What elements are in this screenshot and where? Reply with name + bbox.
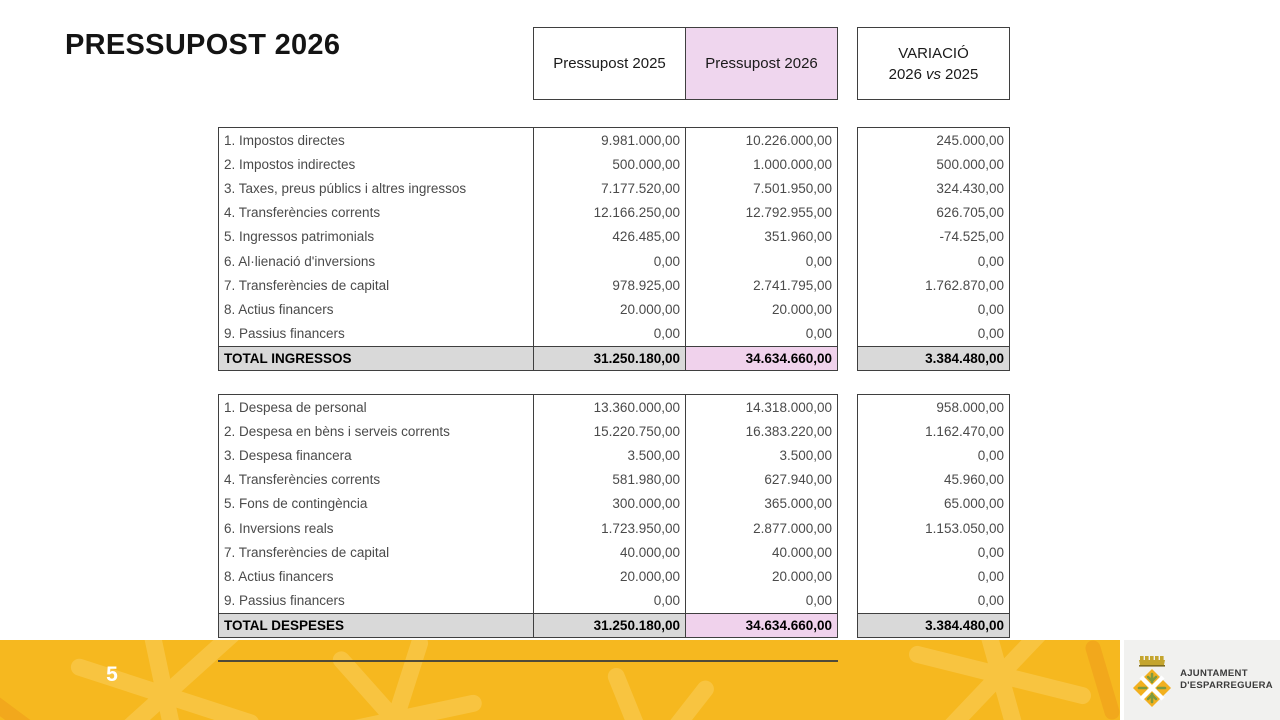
value-2026: 0,00 — [685, 589, 837, 613]
table-row — [219, 443, 837, 467]
variation-value: 65.000,00 — [943, 496, 1004, 512]
value-2026: 2.741.795,00 — [685, 273, 837, 297]
total-value-2025: 31.250.180,00 — [533, 614, 685, 637]
table-row — [219, 176, 837, 200]
table-ingressos — [218, 127, 838, 371]
footer-divider-line — [218, 660, 838, 662]
variation-value: 1.762.870,00 — [925, 277, 1004, 293]
variacio-vs: vs — [926, 65, 941, 83]
value-2025: 13.360.000,00 — [533, 395, 685, 419]
value-2025: 0,00 — [533, 249, 685, 273]
municipality-name-line1: AJUNTAMENT — [1180, 667, 1248, 679]
value-2025: 500.000,00 — [533, 152, 685, 176]
table-row — [219, 225, 837, 249]
value-2025: 581.980,00 — [533, 468, 685, 492]
row-label: 8. Actius financers — [224, 301, 334, 317]
value-2025: 0,00 — [533, 322, 685, 346]
table-row — [219, 540, 837, 564]
value-2025: 7.177.520,00 — [533, 176, 685, 200]
table-row — [219, 249, 837, 273]
row-label: 7. Transferències de capital — [224, 544, 390, 560]
table-row — [219, 564, 837, 588]
variation-value: 0,00 — [977, 301, 1004, 317]
variation-value: 0,00 — [977, 593, 1004, 609]
value-2026: 1.000.000,00 — [685, 152, 837, 176]
table-row — [219, 273, 837, 297]
footer-band — [0, 640, 1120, 720]
value-2026: 7.501.950,00 — [685, 176, 837, 200]
variation-value: 500.000,00 — [936, 156, 1004, 172]
value-2026: 12.792.955,00 — [685, 201, 837, 225]
table-row — [219, 516, 837, 540]
table-row — [219, 201, 837, 225]
variation-value: 0,00 — [977, 544, 1004, 560]
value-2025: 1.723.950,00 — [533, 516, 685, 540]
header-variacio-line1: VARIACIÓ — [898, 44, 969, 62]
row-label: 9. Passius financers — [224, 326, 345, 342]
municipality-name-line2: D'ESPARREGUERA — [1180, 680, 1273, 691]
value-2025: 300.000,00 — [533, 492, 685, 516]
footer-star-decoration — [0, 640, 1120, 720]
header-variacio — [857, 27, 1010, 100]
municipality-logo-panel — [1124, 640, 1280, 720]
row-label: 2. Despesa en bèns i serveis corrents — [224, 423, 450, 439]
municipality-name — [1180, 668, 1273, 693]
page-title: PRESSUPOST 2026 — [65, 29, 341, 61]
variation-value: -74.525,00 — [939, 229, 1004, 245]
value-2026: 20.000,00 — [685, 297, 837, 321]
row-label: 6. Al·lienació d'inversions — [224, 253, 376, 269]
variation-value: 0,00 — [977, 253, 1004, 269]
variation-total-value: 3.384.480,00 — [858, 346, 1009, 370]
value-2025: 15.220.750,00 — [533, 419, 685, 443]
table-row — [219, 297, 837, 321]
table-row — [219, 492, 837, 516]
value-2026: 20.000,00 — [685, 564, 837, 588]
total-value-2025: 31.250.180,00 — [533, 347, 685, 370]
value-2025: 9.981.000,00 — [533, 128, 685, 152]
variation-value: 0,00 — [977, 447, 1004, 463]
variation-value: 958.000,00 — [936, 399, 1004, 415]
value-2026: 14.318.000,00 — [685, 395, 837, 419]
table-row — [219, 419, 837, 443]
row-label: 5. Fons de contingència — [224, 496, 368, 512]
row-label: 3. Despesa financera — [224, 447, 352, 463]
header-pressupost-2025 — [533, 27, 686, 100]
variation-value: 1.162.470,00 — [925, 423, 1004, 439]
value-2025: 20.000,00 — [533, 564, 685, 588]
variation-value: 0,00 — [977, 326, 1004, 342]
value-2026: 3.500,00 — [685, 443, 837, 467]
row-label: 1. Impostos directes — [224, 132, 345, 148]
value-2026: 40.000,00 — [685, 540, 837, 564]
value-2025: 978.925,00 — [533, 273, 685, 297]
table-row — [219, 322, 837, 346]
page-number: 5 — [106, 663, 118, 686]
value-2026: 365.000,00 — [685, 492, 837, 516]
row-label: 3. Taxes, preus públics i altres ingressos — [224, 180, 467, 196]
row-label: 4. Transferències corrents — [224, 472, 381, 488]
variation-value: 45.960,00 — [943, 472, 1004, 488]
value-2026: 16.383.220,00 — [685, 419, 837, 443]
total-value-2026: 34.634.660,00 — [685, 614, 837, 637]
value-2026: 2.877.000,00 — [685, 516, 837, 540]
row-label: 2. Impostos indirectes — [224, 156, 356, 172]
header-variacio-line2 — [889, 64, 979, 85]
variation-value: 0,00 — [977, 568, 1004, 584]
esparreguera-crest-icon — [1131, 652, 1173, 708]
table-row — [219, 395, 837, 419]
value-2026: 0,00 — [685, 322, 837, 346]
value-2025: 3.500,00 — [533, 443, 685, 467]
header-pressupost-2025-label: Pressupost 2025 — [553, 55, 666, 72]
total-label: TOTAL INGRESSOS — [224, 350, 352, 366]
row-label: 5. Ingressos patrimonials — [224, 229, 375, 245]
row-label: 4. Transferències corrents — [224, 205, 381, 221]
header-pressupost-2026 — [685, 27, 838, 100]
table-total-row — [219, 346, 837, 370]
variation-value: 1.153.050,00 — [925, 520, 1004, 536]
table-despeses — [218, 394, 838, 638]
table-row — [219, 589, 837, 613]
value-2026: 0,00 — [685, 249, 837, 273]
value-2025: 20.000,00 — [533, 297, 685, 321]
variation-total-value: 3.384.480,00 — [858, 613, 1009, 637]
variacio-year-a: 2026 — [888, 65, 922, 83]
total-label: TOTAL DESPESES — [224, 617, 345, 633]
value-2026: 10.226.000,00 — [685, 128, 837, 152]
value-2025: 40.000,00 — [533, 540, 685, 564]
table-row — [219, 152, 837, 176]
header-pressupost-2026-label: Pressupost 2026 — [705, 55, 818, 72]
variation-value: 324.430,00 — [936, 180, 1004, 196]
variacio-box-ingressos — [857, 127, 1010, 371]
variacio-box-despeses — [857, 394, 1010, 638]
row-label: 7. Transferències de capital — [224, 277, 390, 293]
row-label: 9. Passius financers — [224, 593, 345, 609]
variacio-year-b: 2025 — [945, 65, 979, 83]
row-label: 6. Inversions reals — [224, 520, 334, 536]
variation-value: 245.000,00 — [936, 132, 1004, 148]
table-row — [219, 468, 837, 492]
table-row — [219, 128, 837, 152]
value-2025: 12.166.250,00 — [533, 201, 685, 225]
value-2025: 0,00 — [533, 589, 685, 613]
value-2025: 426.485,00 — [533, 225, 685, 249]
row-label: 8. Actius financers — [224, 568, 334, 584]
total-value-2026: 34.634.660,00 — [685, 347, 837, 370]
value-2026: 627.940,00 — [685, 468, 837, 492]
table-total-row — [219, 613, 837, 637]
row-label: 1. Despesa de personal — [224, 399, 367, 415]
value-2026: 351.960,00 — [685, 225, 837, 249]
variation-value: 626.705,00 — [936, 205, 1004, 221]
